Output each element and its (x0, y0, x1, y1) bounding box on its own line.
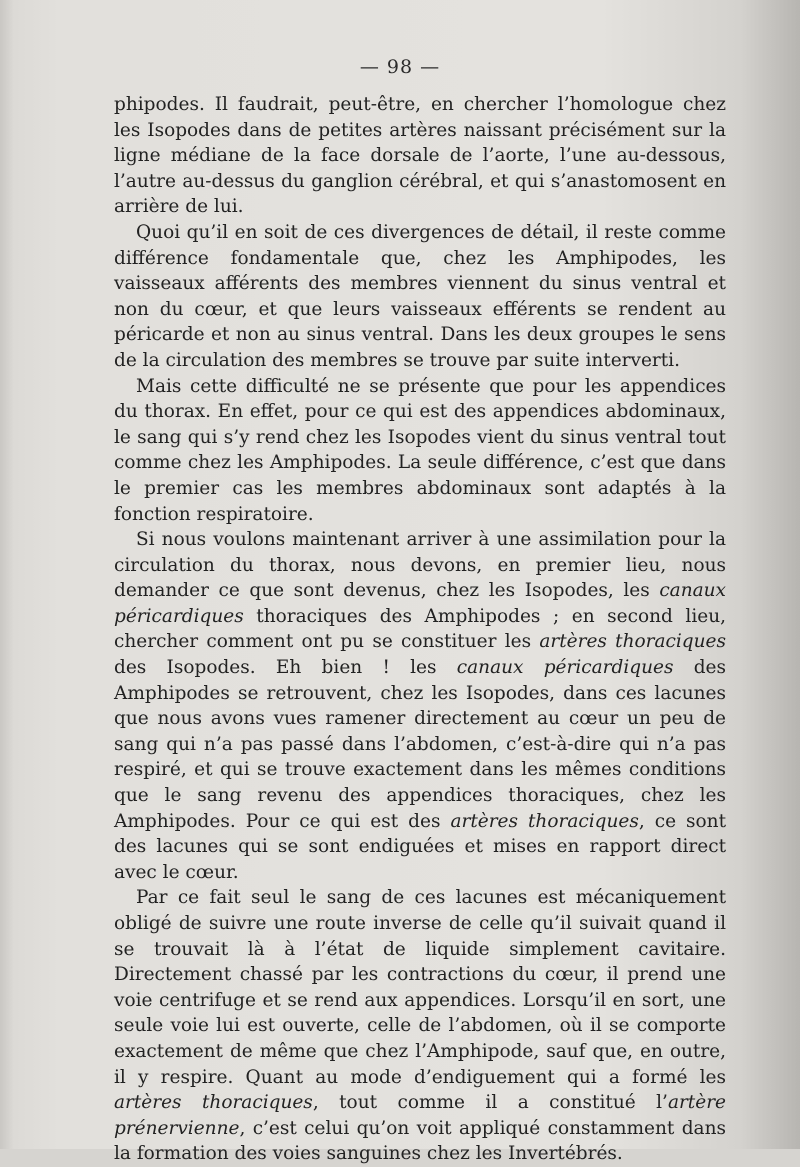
text-run: Mais cette difficulté ne se présente que pour les appendices du thorax. En effet, pour ce qui est des appendices abdominaux, le sang qui s’y rend chez les Isopodes vient du sinus ventral tout comme chez les Amphipodes. La seule différence, c’est que dans le premier cas les membres abdominaux sont adaptés à la fonction respiratoire. (114, 375, 726, 525)
body-text (114, 92, 726, 1167)
paragraph (114, 374, 726, 528)
italic-term: artères thoraciques (450, 810, 639, 832)
text-run: , tout comme il a constitué l’ (312, 1092, 668, 1114)
italic-term: canaux péricardiques (456, 657, 674, 679)
italic-term: canaux péricardiques (114, 580, 726, 627)
text-run: , c’est celui qu’on voit appliqué constamment dans la formation des voies sanguines chez les Invertébrés. (114, 1117, 726, 1165)
italic-term: artères thoraciques (114, 1092, 313, 1114)
text-run: phipodes. Il faudrait, peut-être, en chercher l’homologue chez les Isopodes dans de petites artères naissant précisément sur la ligne médiane de la face dorsale de l’aorte, l’une au-dessous, l’autre au-dessus du ganglion cérébral, et qui s’anastomosent en arrière de lui. (114, 94, 726, 218)
text-run: Quoi qu’il en soit de ces divergences de détail, il reste comme différence fondamentale que, chez les Amphipodes, les vaisseaux afférents des membres viennent du sinus ventral et non du cœur, et que leurs vaisseaux efférents se rendent au péricarde et non au sinus ventral. Dans les deux groupes le sens de la circulation des membres se trouve par suite interverti. (114, 221, 726, 371)
text-run: des Isopodes. Eh bien ! les (114, 657, 457, 679)
paragraph (114, 885, 726, 1167)
paragraph (114, 92, 726, 220)
text-run: Par ce fait seul le sang de ces lacunes est mécaniquement obligé de suivre une route inverse de celle qu’il suivait quand il se trouvait là à l’état de liquide simplement cavitaire. Directement chassé par les contractions du cœur, il prend une voie centrifuge et se rend aux appendices. Lorsqu’il en sort, une seule voie lui est ouverte, celle de l’abdomen, où il se comporte exactement de même que chez l’Amphipode, sauf que, en outre, il y respire. Quant au mode d’endiguement qui a formé les (114, 887, 726, 1088)
text-run: des Amphipodes se retrouvent, chez les Isopodes, dans ces lacunes que nous avons vues ramener directement au cœur un peu de sang qui n’a pas passé dans l’abdomen, c’est-à-dire qui n’a pas respiré, et qui se trouve exactement dans les mêmes conditions que le sang revenu des appendices thoraciques, chez les Amphipodes. Pour ce qui est des (114, 657, 726, 832)
text-run: thoraciques des Amphipodes ; en second lieu, chercher comment ont pu se constituer les (114, 605, 726, 653)
text-run: , ce sont des lacunes qui se sont endiguées et mises en rapport direct avec le cœur. (114, 810, 727, 883)
text-run: Si nous voulons maintenant arriver à une assimilation pour la circulation du thorax, nous devons, en premier lieu, nous demander ce que sont devenus, chez les Isopodes, les (114, 529, 726, 602)
italic-term: artère prénervienne (114, 1092, 726, 1139)
paragraph (114, 527, 726, 885)
page-number: — 98 — (359, 56, 441, 78)
paragraph (114, 220, 726, 374)
italic-term: artères thoraciques (539, 631, 726, 653)
